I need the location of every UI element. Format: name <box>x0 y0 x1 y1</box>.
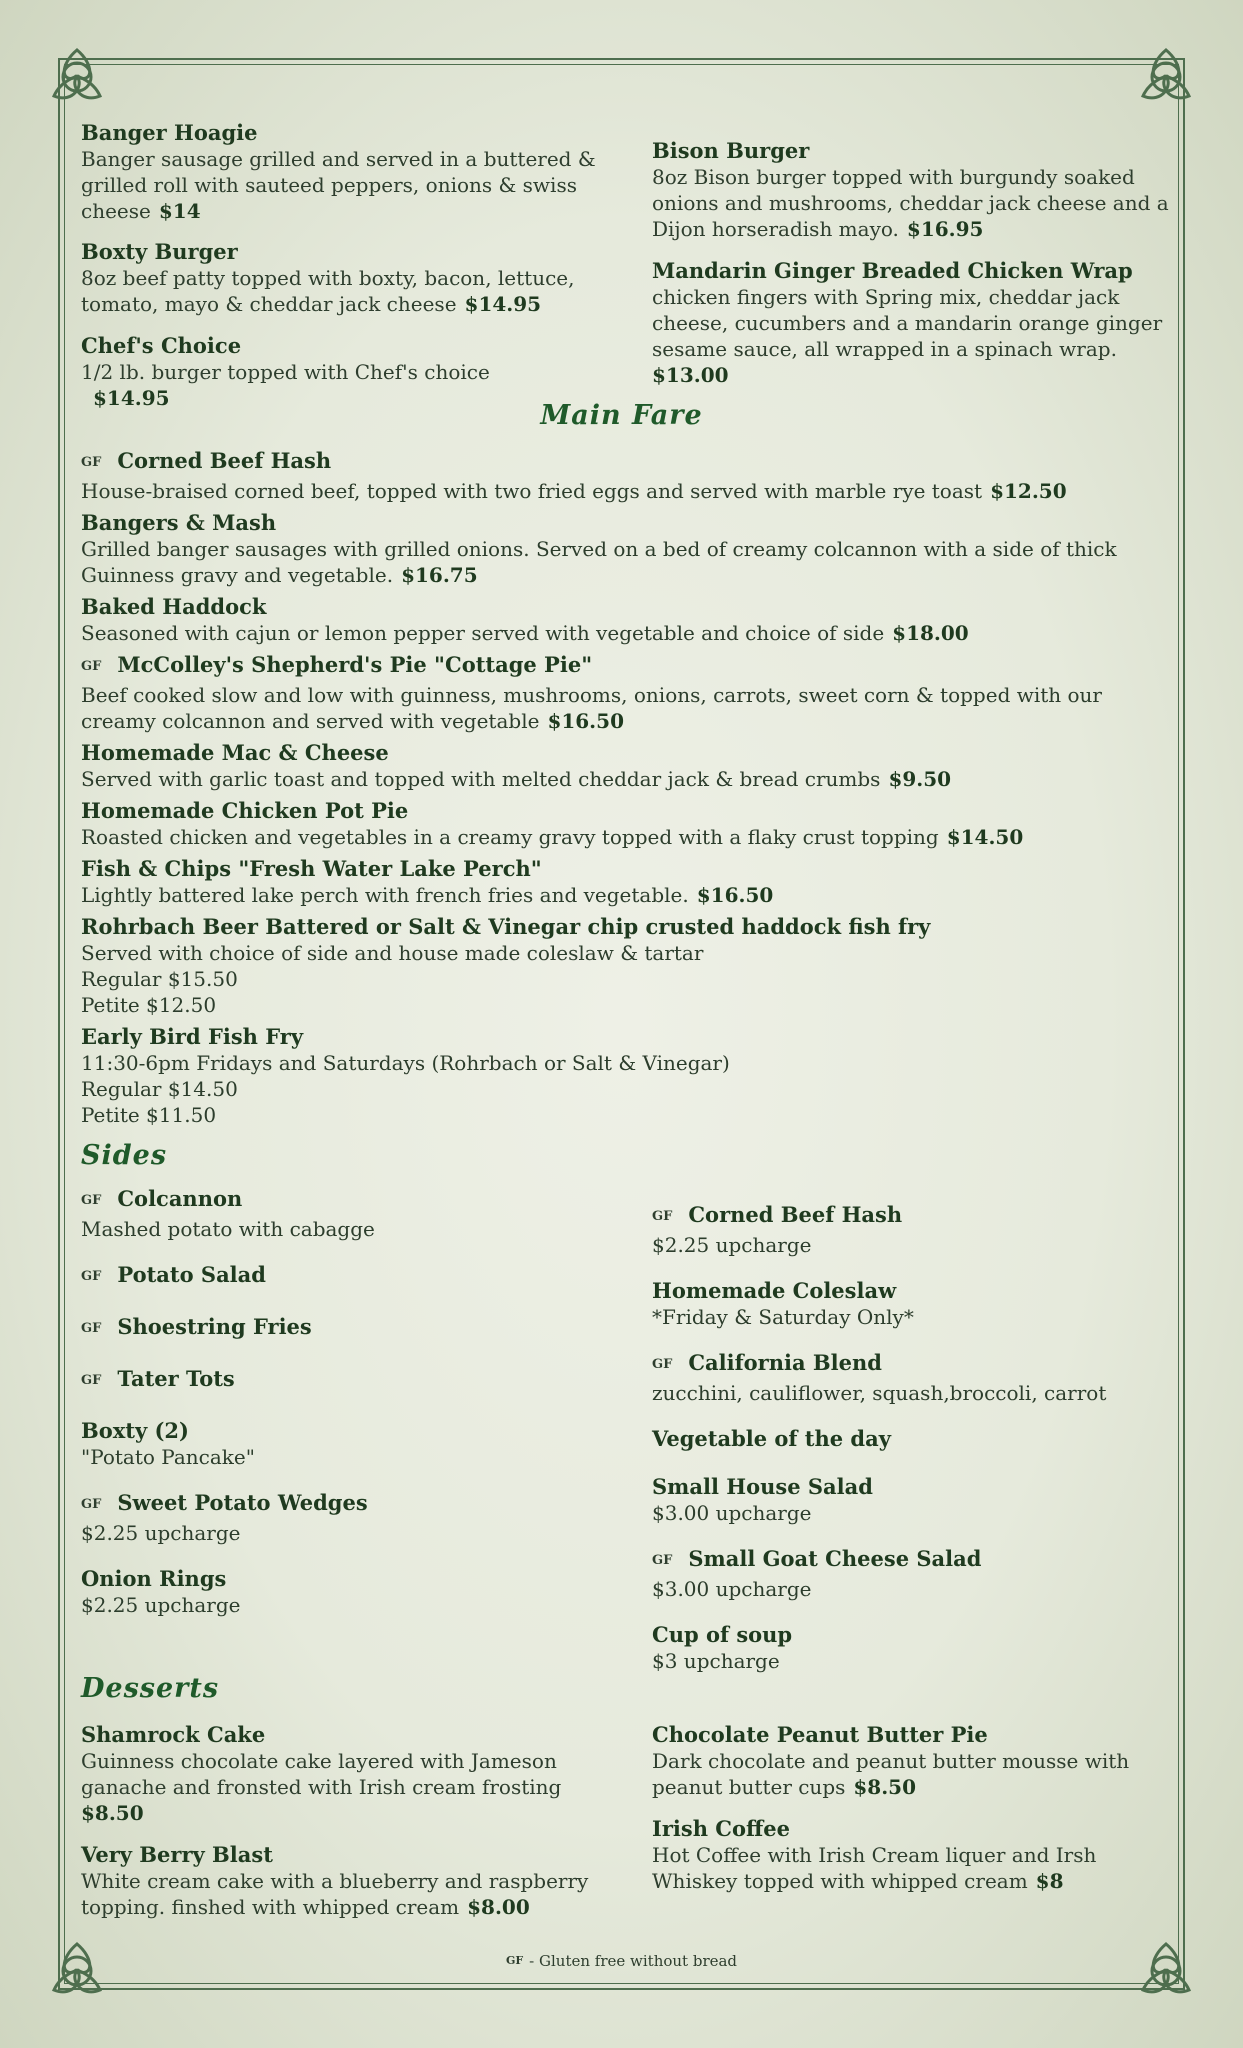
item-desc: $3.00 upcharge <box>652 1577 812 1601</box>
menu-item <box>652 258 1172 388</box>
menu-item <box>81 1722 601 1826</box>
item-price-petite: Petite $12.50 <box>81 993 217 1017</box>
item-name: Rohrbach Beer Battered or Salt & Vinegar chip crusted haddock fish fry <box>81 914 931 939</box>
item-desc: House-braised corned beef, topped with two fried eggs and served with marble rye toast <box>81 479 983 503</box>
menu-item <box>81 652 1171 734</box>
menu-item <box>81 120 601 224</box>
side-item <box>652 1350 1172 1406</box>
side-item <box>81 1186 601 1242</box>
item-price: $14.95 <box>93 386 170 410</box>
item-name-line <box>81 856 1171 882</box>
side-item <box>652 1426 1172 1452</box>
item-name: Chocolate Peanut Butter Pie <box>652 1722 988 1747</box>
menu-item <box>81 914 1171 1018</box>
gf-marker: GF <box>652 1357 673 1372</box>
item-name: Corned Beef Hash <box>117 448 332 473</box>
side-item <box>652 1546 1172 1602</box>
item-name-line <box>81 1186 601 1216</box>
menu-item <box>652 1722 1172 1800</box>
menu-item <box>81 448 1171 504</box>
item-name: Homemade Coleslaw <box>652 1278 897 1303</box>
celtic-knot-icon <box>1133 1938 1199 2004</box>
item-name-line <box>81 1366 601 1396</box>
item-name-line <box>81 448 1171 478</box>
item-price: $18.00 <box>892 621 969 645</box>
item-price: $9.50 <box>888 767 952 791</box>
item-name: Shoestring Fries <box>117 1314 312 1339</box>
item-desc: Guinness chocolate cake layered with Jameson ganache and fronsted with Irish cream frosting <box>81 1749 562 1799</box>
item-name-line <box>652 1350 1172 1380</box>
menu-item <box>81 740 1171 792</box>
item-name: Shamrock Cake <box>81 1722 266 1747</box>
side-item <box>81 1566 601 1618</box>
item-price: $8.50 <box>853 1775 917 1799</box>
item-name: California Blend <box>688 1350 882 1375</box>
item-desc: zucchini, cauliflower, squash,broccoli, carrot <box>652 1381 1107 1405</box>
side-item <box>81 1366 601 1396</box>
item-desc: *Friday & Saturday Only* <box>652 1305 914 1329</box>
item-name: Mandarin Ginger Breaded Chicken Wrap <box>652 258 1133 283</box>
item-name: Corned Beef Hash <box>688 1202 903 1227</box>
item-name: Baked Haddock <box>81 594 267 619</box>
item-name: Chef's Choice <box>81 333 242 358</box>
menu-item <box>81 856 1171 908</box>
item-desc: Dark chocolate and peanut butter mousse with peanut butter cups <box>652 1749 1130 1799</box>
item-name-line <box>652 1546 1172 1576</box>
gf-marker: GF <box>81 1193 102 1208</box>
celtic-knot-icon <box>44 1938 110 2004</box>
menu-item <box>81 798 1171 850</box>
item-desc: Served with garlic toast and topped with melted cheddar jack & bread crumbs <box>81 767 881 791</box>
item-name: Vegetable of the day <box>652 1426 891 1451</box>
item-name: Small Goat Cheese Salad <box>688 1546 982 1571</box>
sides-left-column <box>81 1186 601 1638</box>
item-desc: $3.00 upcharge <box>652 1501 812 1525</box>
gf-marker: GF <box>652 1553 673 1568</box>
item-desc: Beef cooked slow and low with guinness, mushrooms, onions, carrots, sweet corn & topped with our creamy colcannon and served with vegetable <box>81 683 1102 733</box>
item-price-regular: Regular $14.50 <box>81 1077 238 1101</box>
section-title-sides: Sides <box>81 1140 168 1171</box>
sides-right-column <box>652 1202 1172 1694</box>
item-desc: 8oz Bison burger topped with burgundy soaked onions and mushrooms, cheddar jack cheese and a Dijon horseradish mayo. <box>652 165 1169 241</box>
gf-marker: GF <box>81 455 102 470</box>
item-price: $14.95 <box>464 292 542 316</box>
item-price: $14.50 <box>946 825 1024 849</box>
item-price: $16.75 <box>401 563 478 587</box>
side-item <box>652 1474 1172 1526</box>
menu-item <box>81 594 1171 646</box>
item-name-line <box>81 740 1171 766</box>
item-desc: Mashed potato with cabagge <box>81 1217 375 1241</box>
item-name: Bison Burger <box>652 138 810 163</box>
gluten-free-note <box>0 1952 1243 1970</box>
item-price: $14 <box>158 199 201 223</box>
item-desc: $3 upcharge <box>652 1649 780 1673</box>
item-desc: "Potato Pancake" <box>81 1445 255 1469</box>
item-price: $16.50 <box>696 883 774 907</box>
item-name-line <box>81 510 1171 536</box>
celtic-knot-icon <box>44 44 110 110</box>
item-name: Colcannon <box>117 1186 243 1211</box>
item-name-line <box>81 1490 601 1520</box>
side-item <box>81 1490 601 1546</box>
item-name: Sweet Potato Wedges <box>117 1490 368 1515</box>
item-name-line <box>81 1418 601 1444</box>
gf-marker: GF <box>81 1497 102 1512</box>
gf-marker: GF <box>81 659 102 674</box>
section-title-main-fare: Main Fare <box>540 400 703 431</box>
item-desc: Lightly battered lake perch with french fries and vegetable. <box>81 883 689 907</box>
item-desc: Seasoned with cajun or lemon pepper served with vegetable and choice of side <box>81 621 885 645</box>
item-desc: Hot Coffee with Irish Cream liquer and Irsh Whiskey topped with whipped cream <box>652 1843 1097 1893</box>
item-price-petite: Petite $11.50 <box>81 1103 217 1127</box>
item-desc: 8oz beef patty topped with boxty, bacon, lettuce, tomato, mayo & cheddar jack cheese <box>81 266 575 316</box>
item-desc: $2.25 upcharge <box>81 1521 241 1545</box>
side-item <box>652 1622 1172 1674</box>
item-name: Fish & Chips "Fresh Water Lake Perch" <box>81 856 542 881</box>
item-name: McColley's Shepherd's Pie "Cottage Pie" <box>117 652 593 677</box>
gf-marker: GF <box>652 1209 673 1224</box>
side-item <box>81 1314 601 1344</box>
item-name: Very Berry Blast <box>81 1842 273 1867</box>
item-name: Homemade Chicken Pot Pie <box>81 798 409 823</box>
side-item <box>652 1278 1172 1330</box>
item-name: Boxty Burger <box>81 239 238 264</box>
menu-item <box>652 1816 1172 1894</box>
item-name-line <box>81 1314 601 1344</box>
item-name: Banger Hoagie <box>81 120 258 145</box>
item-name: Boxty (2) <box>81 1418 189 1443</box>
item-name: Homemade Mac & Cheese <box>81 740 389 765</box>
menu-item <box>652 138 1172 242</box>
item-name-line <box>652 1202 1172 1232</box>
item-price: $13.00 <box>652 363 729 387</box>
item-price: $8.50 <box>81 1801 144 1825</box>
item-desc: Served with choice of side and house made coleslaw & tartar <box>81 941 704 965</box>
item-name: Potato Salad <box>117 1262 266 1287</box>
item-name: Tater Tots <box>117 1366 235 1391</box>
item-desc: chicken fingers with Spring mix, cheddar jack cheese, cucumbers and a mandarin orange ginger sesame sauce, all wrapped in a spinach wrap. <box>652 285 1163 361</box>
item-desc: $2.25 upcharge <box>652 1233 812 1257</box>
item-price: $12.50 <box>990 479 1067 503</box>
item-name-line <box>81 594 1171 620</box>
item-desc: Grilled banger sausages with grilled onions. Served on a bed of creamy colcannon with a side of thick Guinness gravy and vegetable. <box>81 537 1117 587</box>
item-name-line <box>81 1566 601 1592</box>
item-desc: 1/2 lb. burger topped with Chef's choice <box>81 360 490 384</box>
item-name-line <box>652 1426 1172 1452</box>
item-price: $8.00 <box>467 1895 530 1919</box>
item-name: Small House Salad <box>652 1474 873 1499</box>
section-title-desserts: Desserts <box>81 1673 220 1704</box>
item-price: $16.95 <box>906 217 984 241</box>
celtic-knot-icon <box>1133 44 1199 110</box>
menu-item <box>81 239 601 317</box>
item-name-line <box>81 1262 601 1292</box>
item-name: Onion Rings <box>81 1566 227 1591</box>
menu-item <box>81 1024 1171 1128</box>
gf-marker: GF <box>81 1269 102 1284</box>
item-name: Cup of soup <box>652 1622 793 1647</box>
gf-marker: GF <box>505 1954 524 1967</box>
side-item <box>81 1418 601 1470</box>
item-name: Early Bird Fish Fry <box>81 1024 304 1049</box>
item-price-regular: Regular $15.50 <box>81 967 238 991</box>
item-desc: Roasted chicken and vegetables in a creamy gravy topped with a flaky crust topping <box>81 825 939 849</box>
item-desc: $2.25 upcharge <box>81 1593 241 1617</box>
side-item <box>652 1202 1172 1258</box>
item-name: Bangers & Mash <box>81 510 277 535</box>
footer-text: - Gluten free without bread <box>529 1952 738 1970</box>
menu-item <box>81 1842 601 1920</box>
item-desc: Banger sausage grilled and served in a buttered & grilled roll with sauteed peppers, onions & swiss cheese <box>81 147 596 223</box>
gf-marker: GF <box>81 1373 102 1388</box>
main-fare-list <box>81 448 1171 1134</box>
item-desc: White cream cake with a blueberry and raspberry topping. finshed with whipped cream <box>81 1869 589 1919</box>
side-item <box>81 1262 601 1292</box>
item-name-line <box>81 798 1171 824</box>
item-price: $8 <box>1035 1869 1064 1893</box>
menu-item <box>81 510 1171 588</box>
gf-marker: GF <box>81 1321 102 1336</box>
item-name-line <box>81 652 1171 682</box>
item-name-line <box>652 1622 1172 1648</box>
item-name: Irish Coffee <box>652 1816 790 1841</box>
item-price: $16.50 <box>547 709 624 733</box>
item-name-line <box>652 1278 1172 1304</box>
item-desc: 11:30-6pm Fridays and Saturdays (Rohrbach or Salt & Vinegar) <box>81 1051 730 1075</box>
item-name-line <box>652 1474 1172 1500</box>
